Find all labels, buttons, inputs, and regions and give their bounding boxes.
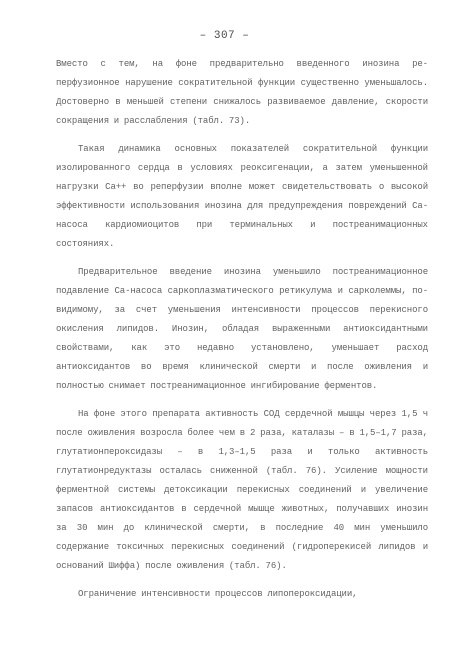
paragraph-5: Ограничение интенсивности процессов липопероксидации, [78, 589, 358, 599]
body-text [56, 55, 428, 613]
paragraph-1: Вместо с тем, на фоне предварительно введенного инозина ре-перфузионное нарушение сократительной функции существенно уменьшалось. Достоверно в меньшей степени снижалось развиваемое давление, скорости сокращения и расслабления (табл. 73). [56, 59, 428, 126]
paragraph-2: Такая динамика основных показателей сократительной функции изолированного сердца в условиях реоксигенации, а затем уменьшенной нагрузки Ca++ во реперфузии вполне может свидетельствовать о высокой эффективности использования инозина для предупреждения повреждений Са-насоса кардиомиоцитов при терминальных и постреанимационных состояниях. [56, 144, 428, 249]
paragraph-3: Предварительное введение инозина уменьшило постреанимационное подавление Са-насоса саркоплазматического ретикулума и сарколеммы, по-видимому, за счет уменьшения интенсивности процессов перекисного окисления липидов. Инозин, обладая выраженными антиоксидантными свойствами, как это недавно установлено, уменьшает расход антиоксидантов во время клинической смерти и после оживления и полностью снимает постреанимационное ингибирование ферментов. [56, 267, 428, 391]
page-number: – 307 – [199, 30, 250, 42]
paragraph-4: На фоне этого препарата активность СОД сердечной мышцы через 1,5 ч после оживления возросла более чем в 2 раза, каталазы – в 1,5–1,7 раза, глутатионпероксидазы – в 1,3–1,5 раза и только активность глутатионредуктазы осталась сниженной (табл. 76). Усиление мощности ферментной системы детоксикации перекисных соединений и увеличение запасов антиоксидантов в сердечной мышце животных, получавших инозин за 30 мин до клинической смерти, в последние 40 мин уменьшило содержание токсичных перекисных соединений (гидроперекисей липидов и оснований Шиффа) после оживления (табл. 76). [56, 409, 428, 571]
